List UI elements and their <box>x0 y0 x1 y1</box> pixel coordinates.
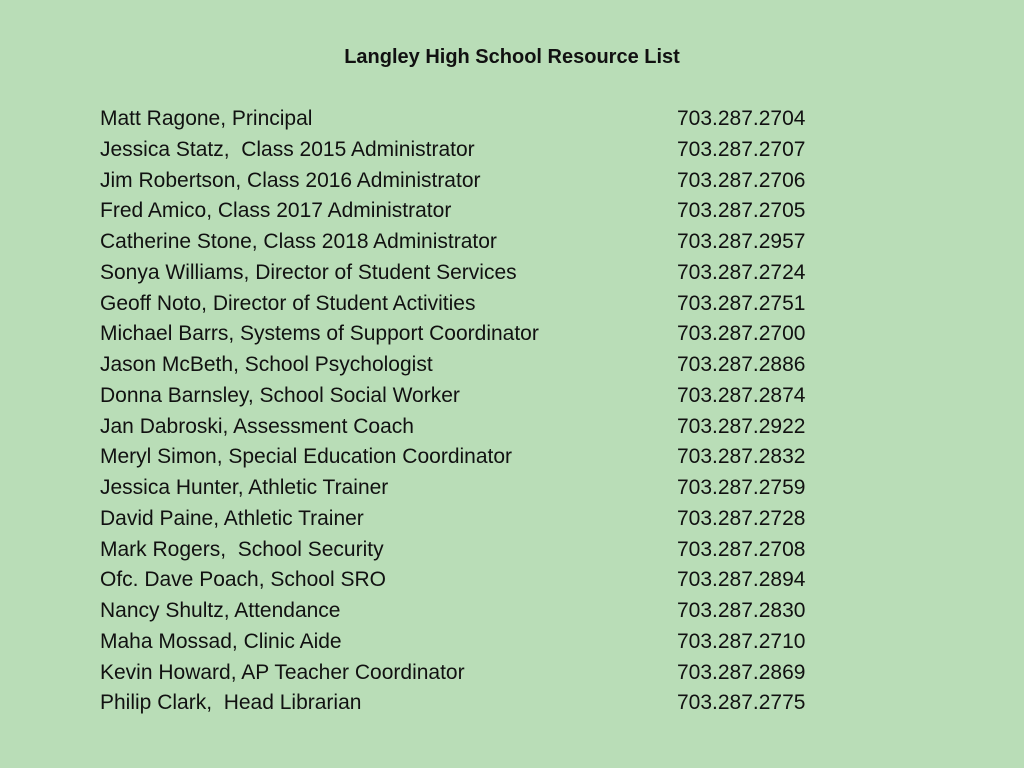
list-item <box>100 196 840 227</box>
contact-name: Fred Amico, Class 2017 Administrator <box>100 199 452 223</box>
contact-name: Geoff Noto, Director of Student Activities <box>100 291 476 315</box>
contact-phone: 703.287.2704 <box>677 107 806 130</box>
contact-name: Maha Mossad, Clinic Aide <box>100 629 342 653</box>
list-item <box>100 227 840 258</box>
list-item <box>100 442 840 473</box>
contact-name: Donna Barnsley, School Social Worker <box>100 383 460 407</box>
list-item <box>100 412 840 443</box>
list-item <box>100 596 840 627</box>
list-item <box>100 688 840 719</box>
list-item <box>100 350 840 381</box>
contact-name: Jessica Hunter, Athletic Trainer <box>100 476 389 499</box>
contact-name: Philip Clark, Head Librarian <box>100 691 362 715</box>
contact-name: Jessica Statz, Class 2015 Administrator <box>100 137 475 161</box>
contact-phone: 703.287.2700 <box>677 322 806 346</box>
contact-name: Michael Barrs, Systems of Support Coordinator <box>100 322 539 346</box>
contact-name: Kevin Howard, AP Teacher Coordinator <box>100 660 465 684</box>
contact-name: Mark Rogers, School Security <box>100 537 384 561</box>
contact-phone: 703.287.2706 <box>677 168 806 192</box>
contact-phone: 703.287.2728 <box>677 506 806 530</box>
contact-phone: 703.287.2832 <box>677 445 806 469</box>
list-item <box>100 627 840 658</box>
contact-phone: 703.287.2874 <box>677 383 806 407</box>
contact-name: Nancy Shultz, Attendance <box>100 599 341 622</box>
contact-phone: 703.287.2869 <box>677 660 806 684</box>
list-item <box>100 658 840 689</box>
contact-phone: 703.287.2894 <box>677 568 806 592</box>
contact-phone: 703.287.2886 <box>677 353 806 376</box>
contact-phone: 703.287.2775 <box>677 691 806 715</box>
contact-phone: 703.287.2957 <box>677 230 806 253</box>
contact-phone: 703.287.2922 <box>677 414 806 438</box>
contact-name: David Paine, Athletic Trainer <box>100 506 364 530</box>
contact-name: Jim Robertson, Class 2016 Administrator <box>100 168 481 192</box>
contact-name: Jason McBeth, School Psychologist <box>100 353 433 376</box>
list-item <box>100 289 840 320</box>
list-item <box>100 535 840 566</box>
contact-name: Jan Dabroski, Assessment Coach <box>100 414 414 438</box>
contact-name: Catherine Stone, Class 2018 Administrator <box>100 230 497 253</box>
list-item <box>100 258 840 289</box>
contact-name: Ofc. Dave Poach, School SRO <box>100 568 386 592</box>
list-item <box>100 135 840 166</box>
list-item <box>100 473 840 504</box>
contact-name: Matt Ragone, Principal <box>100 107 313 130</box>
contact-phone: 703.287.2724 <box>677 260 806 284</box>
contact-phone: 703.287.2705 <box>677 199 806 223</box>
list-item <box>100 319 840 350</box>
list-item <box>100 381 840 412</box>
contact-name: Meryl Simon, Special Education Coordinator <box>100 445 513 469</box>
contact-phone: 703.287.2708 <box>677 537 806 561</box>
contact-phone: 703.287.2759 <box>677 476 806 499</box>
contact-name: Sonya Williams, Director of Student Services <box>100 260 517 284</box>
list-item <box>100 104 840 135</box>
contact-phone: 703.287.2751 <box>677 291 806 315</box>
contact-phone: 703.287.2707 <box>677 137 806 161</box>
contact-list <box>100 104 840 719</box>
page-title: Langley High School Resource List <box>344 46 680 68</box>
list-item <box>100 166 840 197</box>
list-item <box>100 565 840 596</box>
contact-phone: 703.287.2830 <box>677 599 806 622</box>
list-item <box>100 504 840 535</box>
contact-phone: 703.287.2710 <box>677 629 806 653</box>
